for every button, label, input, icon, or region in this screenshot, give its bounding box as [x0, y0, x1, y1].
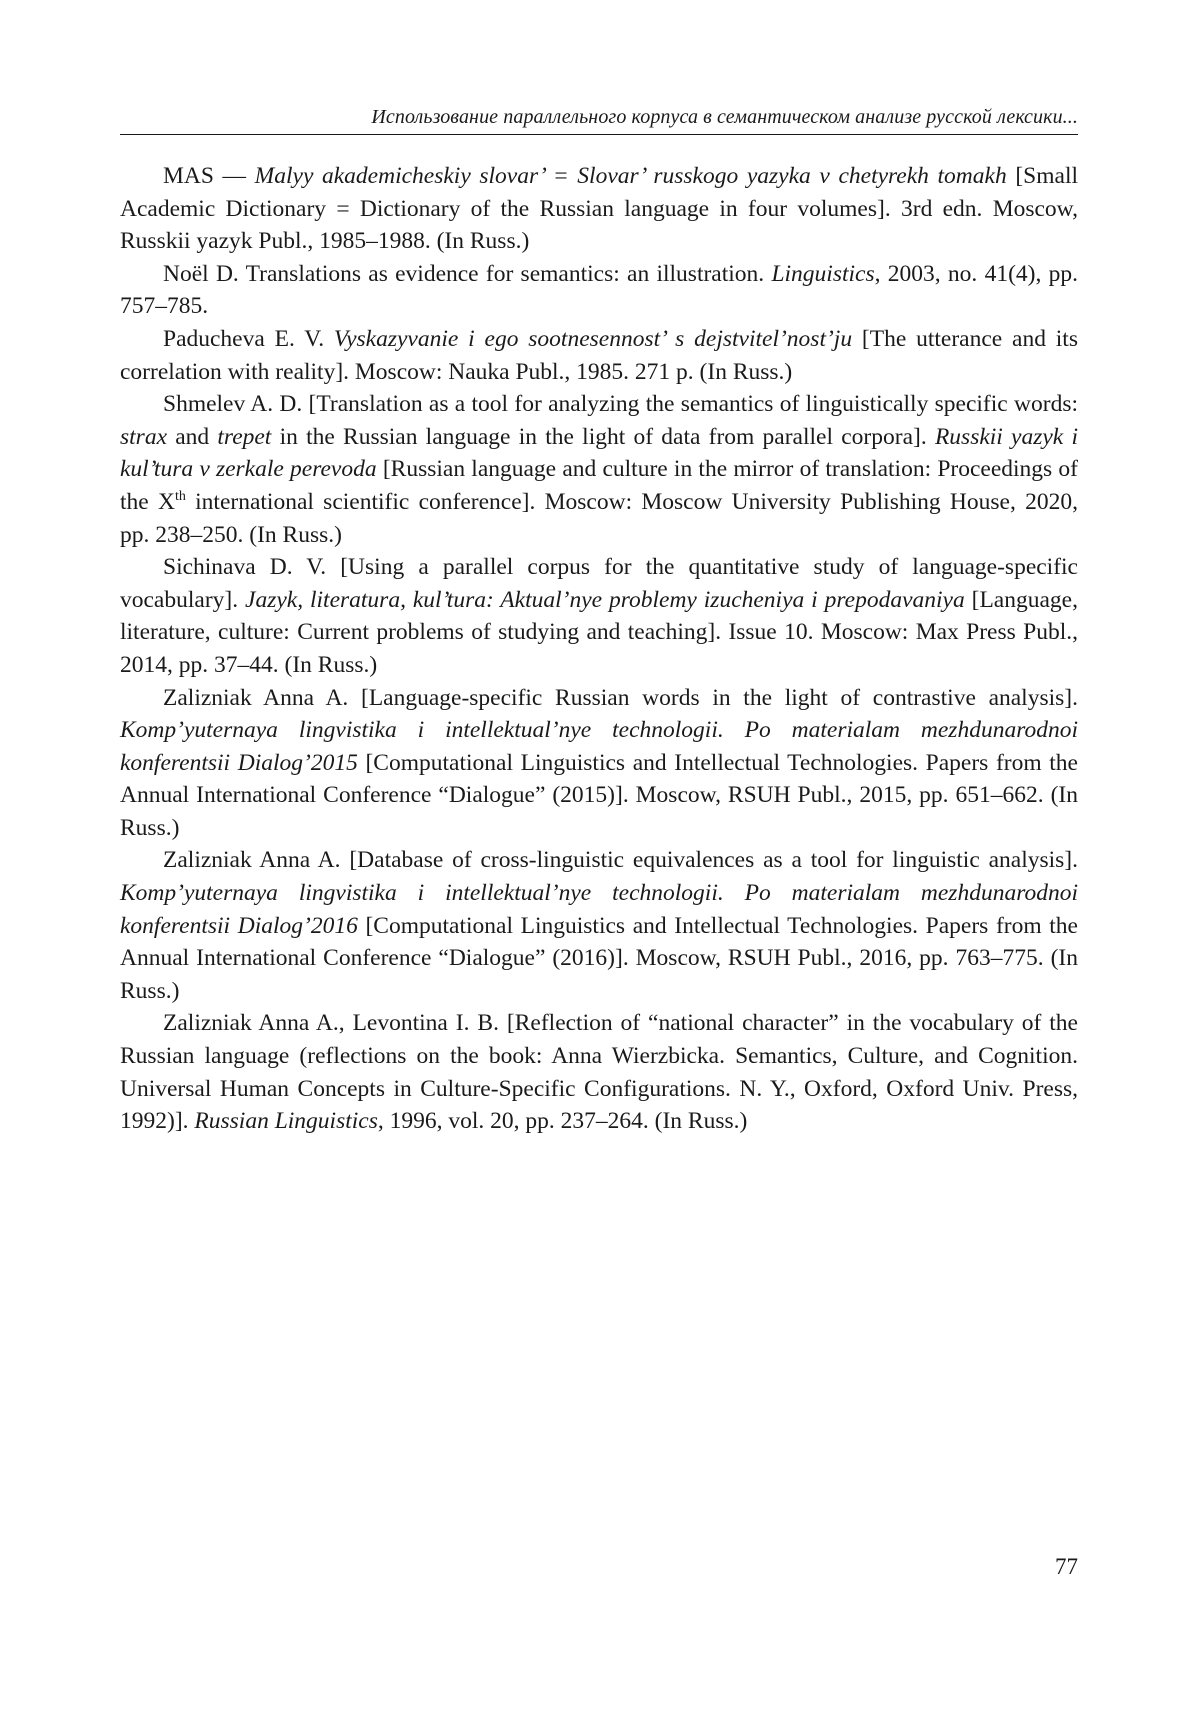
running-header: Использование параллельного корпуса в семантическом анализе русской лексики... — [371, 106, 1078, 128]
reference-entry-sichinava — [120, 551, 1078, 681]
reference-text: Shmelev A. D. [Translation as a tool for analyzing the semantics of linguistically specific words: — [163, 391, 1078, 418]
reference-text: Noël D. Translations as evidence for semantics: an illustration. — [163, 260, 772, 287]
reference-text: Sichinava D. V. [Using a parallel corpus for the quantitative study of language-specific vocabulary]. — [120, 554, 1078, 613]
reference-entry-zalizniak-levontina — [120, 1007, 1078, 1137]
reference-title: Linguistics — [771, 260, 875, 287]
reference-text: international scientific conference]. Moscow: Moscow University Publishing House, 2020, pp. 238–250. (In Russ.) — [120, 488, 1078, 548]
reference-text: Zalizniak Anna A. [Database of cross-linguistic equivalences as a tool for linguistic analysis]. — [163, 847, 1078, 874]
reference-text: Zalizniak Anna A., Levontina I. B. [Reflection of “national character” in the vocabulary of the Russian language (reflections on the book: Anna Wierzbicka. Semantics, Culture, and Cognition. Universal Human Concepts in Culture-Specific Configurations. N. Y., Oxford, Oxford Univ. Press, 1992)]. — [120, 1010, 1078, 1135]
reference-title: Malyy akademicheskiy slovar’ = Slovar’ russkogo yazyka v chetyrekh tomakh — [254, 163, 1007, 189]
reference-text: , 2003, no. 41(4), pp. 757–785. — [120, 260, 1078, 320]
page-number: 77 — [1055, 1554, 1078, 1579]
reference-text: [Small Academic Dictionary = Dictionary of the Russian language in four volumes]. 3rd edn. Moscow, Russkii yazyk Publ., 1985–1988. (In Russ.) — [120, 163, 1078, 255]
reference-text: , 1996, vol. 20, pp. 237–264. (In Russ.) — [377, 1108, 748, 1135]
reference-entry-noel — [120, 258, 1078, 323]
reference-entry-shmelev — [120, 388, 1078, 551]
reference-text: MAS — — [163, 163, 255, 189]
reference-text: Paducheva E. V. — [163, 325, 334, 352]
reference-title: Russkii yazyk i kul’tura v zerkale perevoda — [120, 423, 1078, 483]
reference-text: [Computational Linguistics and Intellectual Technologies. Papers from the Annual International Conference “Dialogue” (2016)]. Moscow, RSUH Publ., 2016, pp. 763–775. (In Russ.) — [120, 912, 1078, 1004]
reference-title: Komp’yuternaya lingvistika i intellektual’nye technologii. Po materialam mezhdunarodnoi konferentsii Dialog’2016 — [120, 880, 1078, 939]
reference-entry-paducheva — [120, 323, 1078, 388]
reference-list — [120, 160, 1078, 1138]
reference-entry-zalizniak-2015 — [120, 682, 1078, 845]
reference-text: in the Russian language in the light of data from parallel corpora]. — [271, 423, 935, 450]
reference-text: Zalizniak Anna A. [Language-specific Russian words in the light of contrastive analysis]. — [163, 684, 1078, 711]
reference-text: and — [167, 423, 218, 450]
reference-text: [Russian language and culture in the mirror of translation: Proceedings of the X — [120, 456, 1078, 515]
reference-title: Russian Linguistics — [194, 1108, 378, 1135]
reference-text: [The utterance and its correlation with reality]. Moscow: Nauka Publ., 1985. 271 p. (In Russ.) — [120, 325, 1078, 385]
reference-superscript: th — [174, 488, 186, 504]
reference-text: [Computational Linguistics and Intellectual Technologies. Papers from the Annual International Conference “Dialogue” (2015)]. Moscow, RSUH Publ., 2015, pp. 651–662. (In Russ.) — [120, 749, 1078, 841]
reference-title: Vyskazyvanie i ego sootnesennost’ s dejstvitel’nost’ju — [333, 325, 853, 352]
reference-entry-zalizniak-2016 — [120, 844, 1078, 1007]
reference-title: Komp’yuternaya lingvistika i intellektual’nye technologii. Po materialam mezhdunarodnoi konferentsii Dialog’2015 — [120, 717, 1078, 776]
reference-entry-mas — [120, 160, 1078, 258]
reference-term: trepet — [217, 423, 272, 450]
reference-text: [Language, literature, culture: Current problems of studying and teaching]. Issue 10. Moscow: Max Press Publ., 2014, pp. 37–44. (In Russ.) — [120, 586, 1078, 678]
reference-title: Jazyk, literatura, kul’tura: Aktual’nye problemy izucheniya i prepodavaniya — [245, 586, 965, 613]
header-divider — [120, 134, 1078, 135]
reference-term: strax — [120, 423, 167, 450]
